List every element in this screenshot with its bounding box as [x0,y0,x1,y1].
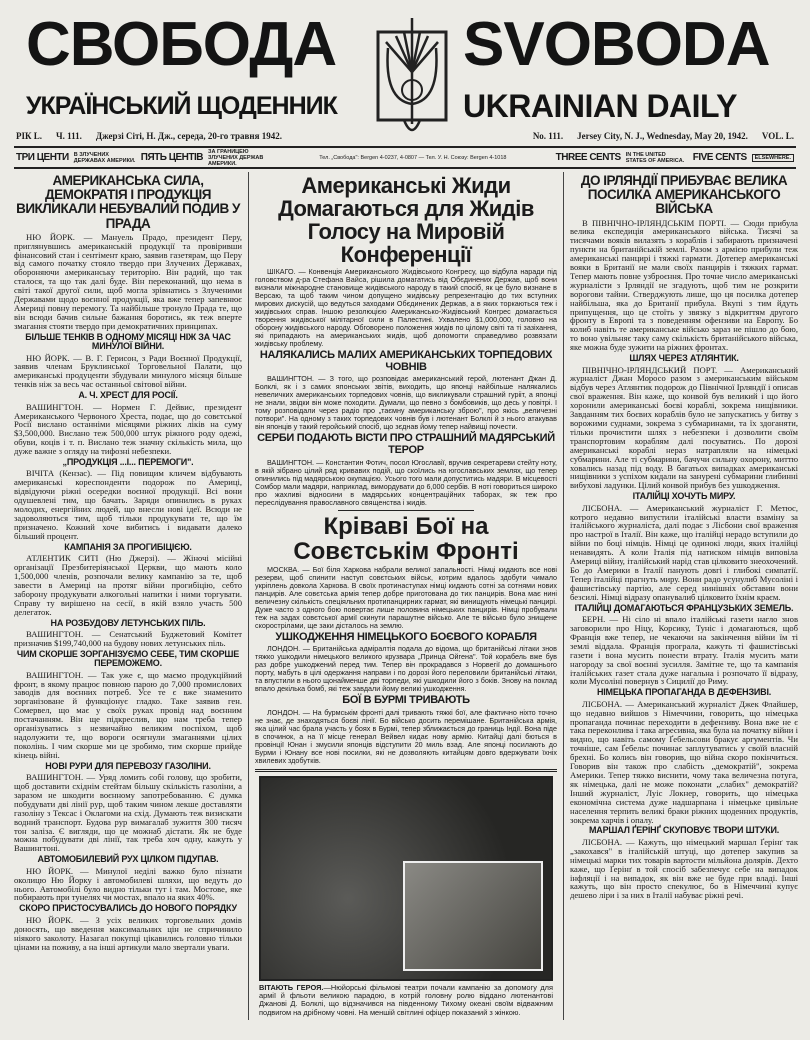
issue-uk: Ч. 111. [56,131,82,141]
article-headline: ДО ІРЛЯНДІЇ ПРИБУВАЄ ВЕЛИКА ПОСИЛКА АМЕРИКАНСЬКОГО ВІЙСЬКА [580,173,788,217]
article-body: АТЛЕНТИК СИТІ (Ню Джерзі). — Жіночі місійні організації Презбитеріянської Церкви, що мають коло 1,500,000 членів, розпочали велику кампанію за те, щоб завести в Америці на протяг війни прогибіцію, себто заборону продукувати алкогольні напитки і ними торгувати. Справу ту вирішено на сесії, в якій взяло участь 500 делегаток. [14,553,242,617]
article-body: ВАШИНГТОН. — Уряд ломить собі голову, що зробити, щоб доставити східнім стейтам більшу скількість газоліни, а заразом не шкодити воєнному запотребованню. Є думка побудувати дві лінії рур, щоб таким чином лекше доставляти газоліну з Тексас і Оклагоми на схід. Думають теж визискати водний транспорт. Будова рур вимагалаб зужиття 300 тисяч тон заліза. Є вигляди, що це можнаб дістати. Як не буде можна побудувати дві лінії, так треба хоч одну, кажуть у Вашингтоні. [14,772,242,854]
price-uk-1: ТРИ ЦЕНТИ [16,152,69,163]
article-body: ВАШИНГТОН. — З того, що розповідає американський герой, лютенант Джан Д. Болклі, як і з самих японських звітів, виходить, що японці найбільше налякались невеличких американських торпедових човнів, що викликували страшний гурііт, а японці не знали, звідки він може походити. Думали, що певно з бомбовиків, що десь у повітрі. І тому розповідали через радіо про „таємну американську зброю", про якісь „величезні потвори". На одному з таких торпедових човнів був і лютенант Болклі й з нього атакував він японців у такий геройський спосіб, що зєднав йому тепер найвищі почести. [255,374,557,432]
article [14,904,242,951]
article [14,762,242,854]
article-body: НЮ ЙОРК. — В. Г. Герисон, з Ради Воєнної Продукції, заявив членам Бруклинської Торговельної Палати, що американські продуценти збудували минулого місяця більше тенків ніж за весь час останньої світової війни. [14,352,242,390]
article-headline: АВТОМОБИЛЕВИЙ РУХ ЦІЛКОМ ПІДУПАВ. [37,854,219,865]
subtitle-english: UKRAINIAN DAILY [463,88,737,124]
article-body: ЛІСБОНА. — Кажуть, що німецький маршал Ґерінґ так „закохався" в італійській штуці, що дотепер закупив за німецькі марки тих товарів вартости мільйона долярів. Дехто каже, що Ґерінґ в той спосіб забезпечує себе на випадок інфляції і на випадок, як він вже не буде при владі. Інші кажуть, що він просто спекулює, бо в Німеччині купує дешево ліри і за них в Італії набуває ріжні речі. [570,836,798,901]
column-left [14,172,242,953]
article-headline: ІТАЛІЙЦІ ХОЧУТЬ МИРУ. [632,491,736,502]
article-body: ВАШИНГТОН. — Нормен Г. Дейвис, президент Американського Червоного Хреста, подає, що до совєтської Росії вислано останніми місяцями ріжних ліків на суму $3,500,000. Вислано теж 500,000 штук ріжного роду одежі, обуви, коців і т. п. Вислано теж значну скількість мила, що дуже важне з огляду на тифозні небезпеки. [14,401,242,457]
article-body: ЛОНДОН. — На бурмськім фронті далі тривають тяжкі бої, але фактично ніхто точно не знає, де знаходяться боєві лінії. Бо військо досить перемішане. Британійська армія, яка цілий час брала участь у боях в Бурмі, тепер зближається до границь Індії. Вона піде в спочинок, а на її місце генерал Вейвел кидає нову армію. Китайці далі бються в провінції Юнан і змусили японців відступити 20 миль взад. Але японці посилають до Бурми і Юнану все нові посилки, які не дозволяють китайцям довго вдержувати їхніх хвилевих здобутків. [255,708,557,766]
price-uk-2-note: ЗА ГРАНИЦЕЮ ЗЛУЧЕНИХ ДЕРЖАВ АМЕРИКИ. [208,149,264,167]
article-headline: „ПРОДУКЦІЯ ...І... ПЕРЕМОГИ". [62,457,194,468]
inset-photo [403,861,543,971]
article [14,391,242,456]
price-en-1: THREE CENTS [555,152,621,163]
trident-emblem-icon [374,12,450,142]
divider [14,167,796,169]
article [14,458,242,541]
article-body: МОСКВА. — Бої біля Харкова набрали великої запальності. Німці кидають все нові резерви, щоб спинити наступ совєтських військ, котрим вдалось здобути чимало укріплень довкола Харкова. В своїх протинаступах німці кидають сотні за сотнями нових панцирів. Але совєтська армія тепер добре приготована до тих панцирів. Вона має нині величезну скількість спеціяльних протипанцирних гармат, які винищують німецькі панцирі. Дуже часто з одного бою повертає лише половина німецьких панцирів. Німці пробували теж на задах совєтської армії скинути парашутне військо. Але те військо було знищене скорострілами, ще заки дісталось на землю. [255,564,557,630]
article [255,350,557,431]
article-headline: БІЛЬШЕ ТЕНКІВ В ОДНОМУ МІСЯЦІ НІЖ ЗА ЧАС МИНУЛОЇ ВІЙНИ. [25,331,231,352]
price-en-1-note: IN THE UNITED STATES OF AMERICA. [625,152,685,164]
article-headline: А. Ч. ХРЕСТ ДЛЯ РОСІЇ. [78,390,178,401]
article-headline: НІМЕЦЬКА ПРОПАГАНДА В ДЕФЕНЗИВІ. [596,687,772,698]
article-headline: СКОРО ПРИСТОСУВАЛИСЬ ДО НОВОГО ПОРЯДКУ [19,903,237,914]
article-headline: ІТАЛІЙЦІ ДОМАГАЮТЬСЯ ФРАНЦУЗЬКИХ ЗЕМЕЛЬ. [574,602,794,613]
article-body: ВАШИНГТОН. — Сенатський Буджетовий Комітет призначив $199,740,000 на будову нових летунських піль. [14,628,242,648]
article-headline: КАМПАНІЯ ЗА ПРОГИБІЦІЄЮ. [64,541,192,552]
article-body: БЕРН. — Ні сіло ні впало італійські газети нагло знов заговорили про Ніцу, Корсику, Туніс і домагаються, щоб Франція вже тепер, не чекаючи на закінчення війни їм ті землі віддала. Франція програла, кажуть ті фашистівські газети і вона мусить понести втрату. Італія мусить мати нагороду за свої воєнні зусилля. Замітне те, що та кампанія італійських газет стала дуже нагальна і розпочато її відразу, коли Мусоліні повернув з Сицилії до Риму. [570,614,798,687]
article [570,174,798,352]
article [570,492,798,601]
article [255,510,557,630]
article [14,650,242,760]
article-headline: НАЛЯКАЛИСЬ МАЛИХ АМЕРИКАНСЬКИХ ТОРПЕДОВИХ ЧОВНІВ [259,349,553,373]
vol-en: VOL. L. [761,131,794,141]
article [255,174,557,348]
price-uk-1-note: В ЗЛУЧЕНИХ ДЕРЖАВАХ АМЕРИКИ. [73,152,136,164]
article-headline: МАРШАЛ ҐЕРІНҐ СКУПОВУЄ ТВОРИ ШТУКИ. [588,825,780,836]
title-english: SVOBODA [463,10,770,79]
article-headline: Кріваві Бої на Совєтськім Фронті [293,512,519,565]
column-right [570,172,798,902]
dateline [16,131,794,145]
article [14,174,242,331]
issue-en: No. 111. [532,131,564,141]
masthead [8,8,802,128]
date-uk: Джерзі Сіті, Н. Дж., середа, 20-го травня 1942. [95,131,282,141]
price-en-2: FIVE CENTS [692,152,747,163]
article [570,688,798,824]
price-en-2-note: ELSEWHERE. [752,154,794,162]
divider [338,510,474,511]
article [570,826,798,900]
center-articles [255,174,557,765]
article [14,333,242,390]
article-body: ВАШИНГТОН. — Константин Фотич, посол Югославії, вручив секретареви стейту ноту, в якій зібрано цілий ряд кривавих подій, що скоїлись на югославських землях, що тепер опинились під мадярською окупацією. Усього того мали допуститись мадяри. В місцевості Сомбор мали мадяри, наприклад, вимордувати до 6,000 сербів. В ноті говориться широко про жахливі відносини в мадярських концентраційних таборах, як теж про переслідування православного священства і жидів. [255,457,557,507]
article-headline: ШЛЯХ ЧЕРЕЗ АТЛЯНТИК. [629,353,739,364]
article-body: ЛОНДОН. — Британійська адміралтія подала до відома, що британійські літаки знов тяжко ушкодили німецького великого крузвара „Принца Ойгена". Той корабель вже був раз добре ушкоджений перед тим. Тепер він прокрадався з Норвегії до домашнього порту, мабуть в цілі одержання направи і по дорозі його переловили британійські літаки, та впустили в нього щонайменше дві торпеди, які ушкодили його з боків. Знову на поклад впало декілька бомб, які теж завдали йому великі ушкодження. [255,644,557,694]
phones: Тел. „Свобода": Bergen 4-0237, 4-0807 — Тел. У. Н. Союзу: Bergen 4-1018 [319,155,507,161]
price-uk-2: ПЯТЬ ЦЕНТІВ [140,152,204,163]
article-body: НЮ ЙОРК. — З усіх великих торговельних домів доносять, що введення максимальних цін не спричинило ніякого заколоту. Назагал покупці цікавились головно тільки цінами на поживу, а на інші артикули мало звертали уваги. [14,914,242,952]
article-body: НЮ ЙОРК. — Мануель Прадо, президент Перу, приглянувшись американській продукції та провіривши фінансовий стан і сентімент краю, заявив газетярам, що Перу від самого початку стояло твердо при Злучених Державах, обороняючи американську територію. Він радий, що так сталося, та що так далі буде. Він переконаний, що нема в світі такої другої сили, щоб могла зрівнатись з Злученими Державами щодо воєнної продукції, яка вже тепер запевнює Америці повну перемогу. Та найбільше тронуло Прада те, що він всюди бачив сильне бажання боротись, як теж вперте змагання стояти твердо при демократичних принципах. [14,231,242,331]
caption-text: —Нюйорські фільмові театри почали кампанію за допомогу для армії й фльоти великою парадою, в котрій головну ролю віддано лютенантові Джанові Д. Болклі, що відзначився на південному Тихому океані своїм відважним подвигом на дрібному човні. На меншій світлині офіцер показаний з жінкою. [259,983,554,1017]
article-body: НЮ ЙОРК. — Минулої неділі важко було пізнати околицю Ню Йорку і автомобилеві шляхи, що ведуть до нього. Автомобілі було видно тільки тут і там. Мостове, яке побирають при тунелях чи мостах, впало на яких 40%. [14,865,242,903]
article-body: ЛІСБОНА. — Американський журналіст Г. Метюс, котрого недавно випустили італійські власти взаміну за італійського журналіста, далі подає з Лісбони свої враження про настрої в Італії. Він каже, що італійці нерадо вступили до війни по боці німців. Німці це одинокі люди, яких італійці ненавидять. А коли Італія під натиском німців виповіла Америці війну, італійський нарід став цілковито знеохочений. Бо до Америки в Італії панують довгі і глибокі симпатії. Тепер італійці прагнуть миру. Вони радо усунулиб Мусоліні і фашистівську партію, але серед нинішніх обставин вони безсилі. Німці відразу опанувалиб цілковито їхнім краєм. [570,502,798,602]
article [570,354,798,490]
photo-caption [259,984,553,1017]
article [570,604,798,687]
divider [14,146,796,148]
article [14,855,242,902]
article-headline: ЧИМ СКОРШЕ ЗОРГАНІЗУЄМО СЕБЕ, ТИМ СКОРШЕ ПЕРЕМОЖЕМО. [16,648,240,669]
date-en: Jersey City, N. J., Wednesday, May 20, 1942. [577,131,748,141]
article-headline: АМЕРИКАНСЬКА СИЛА, ДЕМОКРАТІЯ І ПРОДУКЦІЯ ВИКЛИКАЛИ НЕБУВАЛИЙ ПОДИВ У ПРАДА [16,173,240,231]
article-headline: СЕРБИ ПОДАЮТЬ ВІСТИ ПРО СТРАШНИЙ МАДЯРСЬКИЙ ТЕРОР [257,432,555,457]
article-body: ВІЧІТА (Кензас). — Під повищим кличем відбувають американські кореспонденти подорож по Америці, відвідуючи ріжні осередки воєнної продукції. Всі вони одушевлені тим, що бачать. Заряди опинились в руках молодих, енергійних людей, що внесли нові ідеї. Всюди не задоволяються тим, щоб тільки продукувати те, що їм призначено. Кожний хоче вибитись і видавати далеко більший процент. [14,468,242,541]
article-headline: БОЇ В БУРМІ ТРИВАЮТЬ [342,694,470,707]
article [255,433,557,506]
article-headline: НА РОЗБУДОВУ ЛЕТУНСЬКИХ ПІЛЬ. [50,617,206,628]
year-uk: РІК L. [16,131,43,141]
article-body: ПІВНІЧНО-ІРЛЯНДСЬКИЙ ПОРТ. — Американський журналіст Джан Моросо разом з американським військом відбув через Атлянтик подорож до Північної Ірляндії і описав свої враження. Він каже, що конвой був великий і що його хоронили американські боєві кораблі, зокрема нищівники. Завданням тих боєвих кораблів було не запускатись у битву з ворожими суднами, зокрема з субмаринами, та їх здоганяти, тільки прочистити шлях з небезпеки і дозволити своїм транспортовим кораблям далі посуватись. По дорозі американські кораблі нераз натрапляли на німецькі субмарини. Але ті субмарини, бачучи сильну охорону, миттю ховались назад під воду. В багатьох випадках американські нищівники з успіхом кидали на занурені субмарини глибинні вибухові ладунки. Цілий конвой прибув без ушкодження. [570,364,798,491]
article [255,632,557,694]
article [14,619,242,648]
article [255,695,557,765]
column-center [248,172,564,1020]
article-body: ВАШИНГТОН. — Так уже є, що маємо продукційний фронт, в якому працює повною парою до 7,000 промислових заводів для воєнних потреб. Усе те є вже знаменито зорганізоване й функціонує гладко. Таке заявив ген. Сомервел, що має у своїх руках провід над воєнним постачанням. Він ще підкреслив, що нам треба тепер організуватись з незвичайно великим поспіхом, щоб надолужити те, що вороги осягнули змаганнями цілих поколінь. І чим скорше ми це зробимо, тим скорше прийде кінець війні. [14,669,242,760]
caption-lead: ВІТАЮТЬ ГЕРОЯ. [259,983,324,993]
divider [255,769,557,772]
article [14,543,242,617]
article-body: ШІКАГО. — Конвенція Американського Жидівського Конгресу, що відбула наради під головством д-ра Стефана Вайса, рішила домагатись від Обєдинених Держав, щоб вони визнали міжнародне становище жидівського народу в такий спосіб, як це було визнане в Версаю, та щоб таким чином допущено жидівську репрезентацію до тих вступних мирових дискусій, що ведуться заходами Обєдинених Держав, а в яких торкаються теж і жидівських справ. Іншою резолюцією Американсько-Жидівський Конгрес домагається творення жидівської мілітарної сили в Палестині. Ухвалено $1,000,000, головно на оборону жидівського народу. Обговорено положення жидів по цілому світі та ті зазіхання, які припадають на американських жидів, щоб допомогти справедливо розвязати жидівську проблему. [255,267,557,349]
title-ukrainian: СВОБОДА [26,10,337,79]
article-headline: УШКОДЖЕННЯ НІМЕЦЬКОГО БОЄВОГО КОРАБЛЯ [275,630,537,643]
article-headline: НОВІ РУРИ ДЛЯ ПЕРЕВОЗУ ГАЗОЛІНИ. [45,760,211,771]
article-body: ЛІСБОНА. — Американський журналіст Джек Флайшер, що недавно вийшов з Німеччини, говорить, що німецька пропаганда починає переходити в дефензиву. Вона вже не є така переконлива і така агресивна, яка була на початку війни і видно, що навіть самому Ґебельсови бракує аргументів. Чи точніше, сам Ґебельс починає заплутуватись у своїй власній брехні. Бо колись він говорив, що війна скоро покінчиться. Говорив він також про слабість „демократій", зокрема Америки. Тепер тяжко виснити, чому така величезна потуга, як німецька, далі не може поконати „слабих" демократій? Інший журналіст, Луіс Локнер, говорить, що німецька економічна система дуже надшарпана і німецьке цивільне населення терпить великі браки ріжних щоденних продуктів, зокрема харчів і опалу. [570,698,798,825]
article-headline: Американські Жиди Домагаються для Жидів Голосу на Мировій Конференції [278,173,534,268]
subtitle-ukrainian: УКРАЇНСЬКИЙ ЩОДЕННИК [26,92,337,120]
news-photo [259,776,553,981]
price-band [16,150,794,166]
article-body: В ПІВНІЧНО-ІРЛЯНДСЬКІМ ПОРТІ. — Сюди прибула велика експедиція американського війська. Тисячі за тисячами вояків вилазять з кораблів і забирають призначені пункти на британійській землі. Разом з армією прибули теж американські панцирі і тяжкі гармати. Дотепер американські вояки в Британії не мали своїх панцирів і тяжких гармат. Тепер мають повне узброєння. Про точне число американські журналісти з Ірляндії не згадують, щоб тим не розкрити ворогови тайни. Стверджують лише, що ця посилка дотепер найбільша, яка до Британії прибула. Вкупі з тим йдуть припущення, що це стоїть у звязку з відкриттям другого фронту в Европі та з поведенням офензиви на Европу. Бо колиб навіть те американське військо зараз не пішло до бою, то воно увільняє таку саму скількість британійського війська, яке можна буде зужити на ріжних фронтах. [570,217,798,353]
